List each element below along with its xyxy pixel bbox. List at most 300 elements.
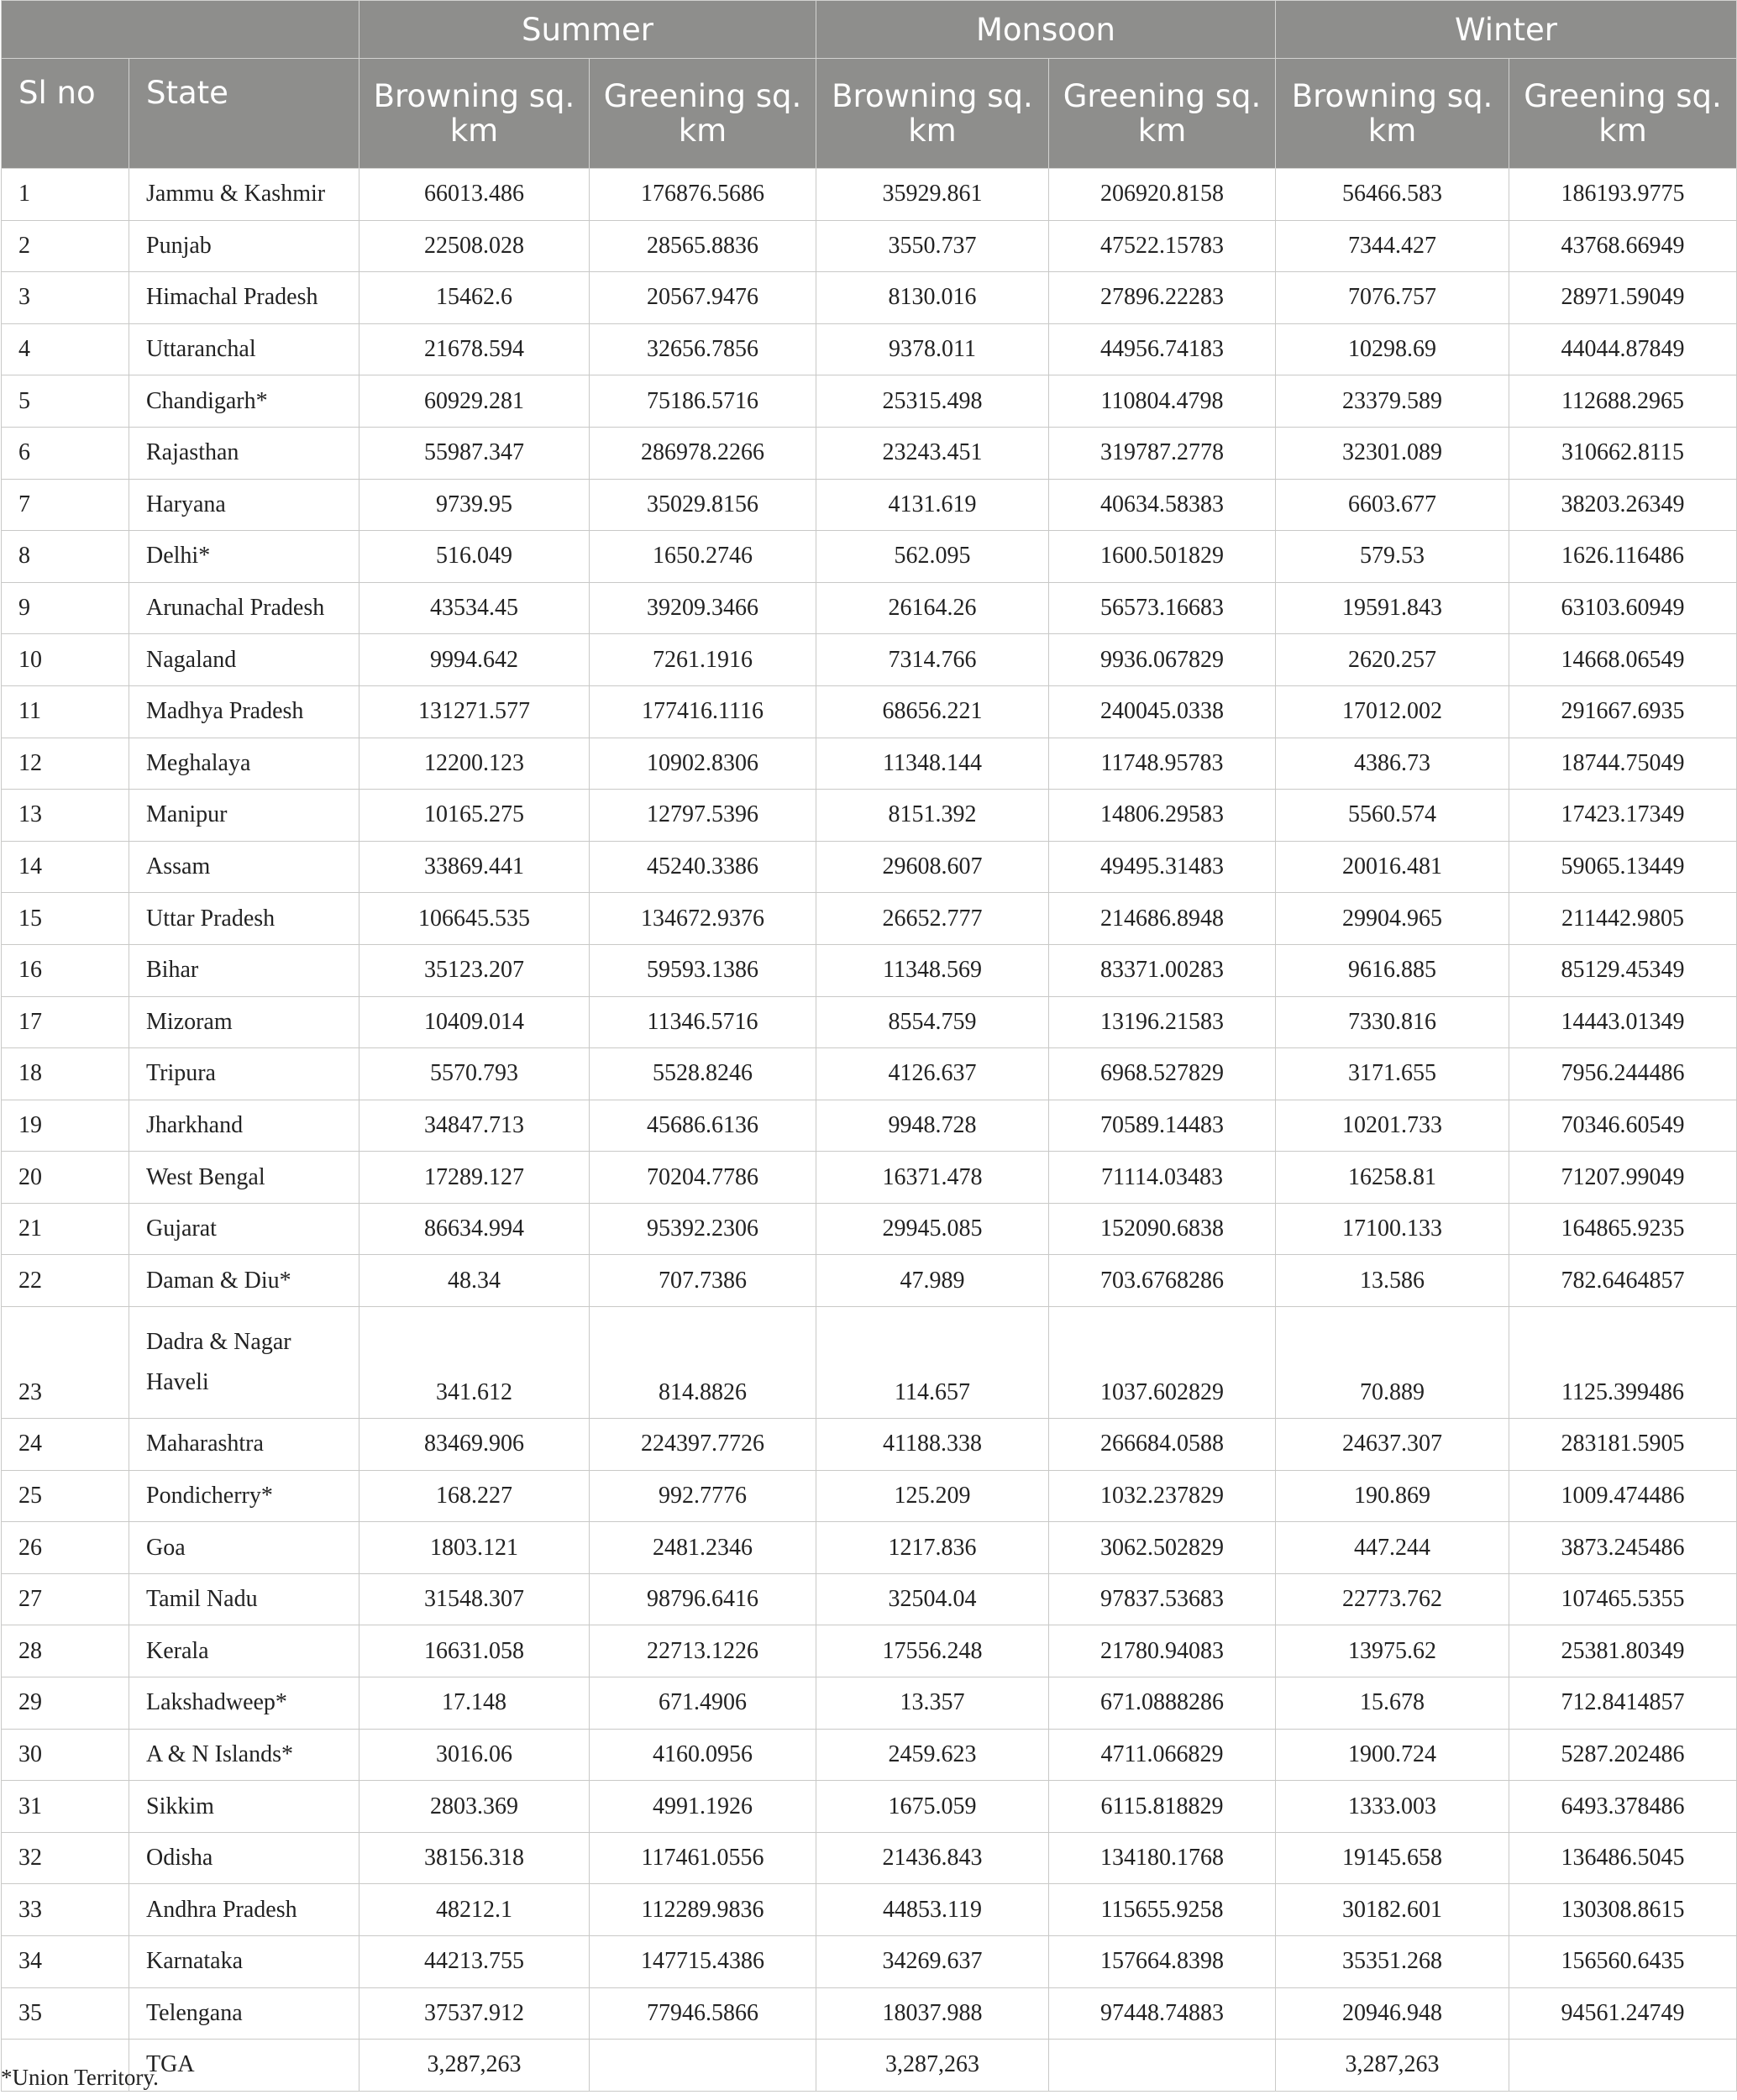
cell-winter-browning: 20946.948	[1276, 1987, 1509, 2040]
table-row	[2, 1781, 1737, 1833]
cell-sl-no: 9	[2, 582, 129, 634]
cell-monsoon-browning: 125.209	[816, 1470, 1049, 1522]
cell-winter-greening: 43768.66949	[1509, 220, 1737, 272]
cell-state: Odisha	[129, 1832, 359, 1884]
cell-sl-no: 1	[2, 169, 129, 221]
cell-sl-no: 14	[2, 841, 129, 893]
cell-summer-browning: 31548.307	[359, 1573, 590, 1625]
cell-state: Karnataka	[129, 1936, 359, 1988]
cell-winter-browning: 19591.843	[1276, 582, 1509, 634]
cell-summer-greening: 7261.1916	[590, 634, 816, 686]
cell-sl-no: 29	[2, 1677, 129, 1730]
cell-winter-browning: 7076.757	[1276, 272, 1509, 324]
cell-summer-browning: 48212.1	[359, 1884, 590, 1936]
cell-sl-no: 2	[2, 220, 129, 272]
cell-summer-greening: 112289.9836	[590, 1884, 816, 1936]
cell-winter-greening: 164865.9235	[1509, 1203, 1737, 1255]
cell-winter-browning: 447.244	[1276, 1522, 1509, 1574]
cell-state: Manipur	[129, 790, 359, 842]
cell-state: Goa	[129, 1522, 359, 1574]
cell-state: Punjab	[129, 220, 359, 272]
table-row	[2, 1100, 1737, 1152]
header-monsoon: Monsoon	[816, 1, 1276, 59]
cell-sl-no: 10	[2, 634, 129, 686]
cell-monsoon-browning: 8151.392	[816, 790, 1049, 842]
table-row	[2, 1832, 1737, 1884]
cell-winter-browning: 10201.733	[1276, 1100, 1509, 1152]
cell-summer-browning: 48.34	[359, 1255, 590, 1307]
cell-state: West Bengal	[129, 1152, 359, 1204]
header-summer-greening: Greening sq. km	[590, 59, 816, 169]
cell-sl-no: 28	[2, 1625, 129, 1677]
cell-monsoon-greening: 214686.8948	[1049, 893, 1276, 945]
cell-monsoon-greening: 157664.8398	[1049, 1936, 1276, 1988]
cell-winter-greening: 70346.60549	[1509, 1100, 1737, 1152]
header-sl-no: Sl no	[2, 59, 129, 169]
cell-winter-browning: 17100.133	[1276, 1203, 1509, 1255]
cell-winter-greening: 94561.24749	[1509, 1987, 1737, 2040]
cell-winter-greening: 7956.244486	[1509, 1048, 1737, 1100]
cell-winter-browning: 7344.427	[1276, 220, 1509, 272]
cell-summer-browning: 44213.755	[359, 1936, 590, 1988]
cell-summer-greening: 20567.9476	[590, 272, 816, 324]
cell-summer-browning: 168.227	[359, 1470, 590, 1522]
cell-monsoon-browning: 26164.26	[816, 582, 1049, 634]
cell-winter-browning: 5560.574	[1276, 790, 1509, 842]
cell-winter-browning: 35351.268	[1276, 1936, 1509, 1988]
cell-monsoon-browning: 25315.498	[816, 375, 1049, 428]
cell-summer-browning: 43534.45	[359, 582, 590, 634]
cell-monsoon-browning: 34269.637	[816, 1936, 1049, 1988]
cell-winter-greening: 283181.5905	[1509, 1419, 1737, 1471]
cell-summer-browning: 60929.281	[359, 375, 590, 428]
cell-summer-browning: 55987.347	[359, 427, 590, 479]
cell-sl-no: 13	[2, 790, 129, 842]
cell-sl-no: 6	[2, 427, 129, 479]
table-row	[2, 996, 1737, 1048]
cell-sl-no: 15	[2, 893, 129, 945]
cell-state: Assam	[129, 841, 359, 893]
table-row	[2, 1203, 1737, 1255]
cell-summer-browning: 5570.793	[359, 1048, 590, 1100]
cell-state: Himachal Pradesh	[129, 272, 359, 324]
header-state: State	[129, 59, 359, 169]
cell-state: TGA	[129, 2040, 359, 2092]
table-row	[2, 582, 1737, 634]
cell-summer-browning: 16631.058	[359, 1625, 590, 1677]
cell-monsoon-browning: 562.095	[816, 531, 1049, 583]
table-row	[2, 1677, 1737, 1730]
cell-state: Uttaranchal	[129, 323, 359, 375]
cell-monsoon-greening: 9936.067829	[1049, 634, 1276, 686]
cell-monsoon-greening: 56573.16683	[1049, 582, 1276, 634]
cell-winter-browning: 56466.583	[1276, 169, 1509, 221]
cell-winter-browning: 1333.003	[1276, 1781, 1509, 1833]
table-row	[2, 1522, 1737, 1574]
table-row	[2, 1255, 1737, 1307]
cell-monsoon-greening: 3062.502829	[1049, 1522, 1276, 1574]
cell-winter-browning: 16258.81	[1276, 1152, 1509, 1204]
cell-summer-browning: 3016.06	[359, 1729, 590, 1781]
table-row	[2, 790, 1737, 842]
cell-summer-greening: 59593.1386	[590, 944, 816, 996]
table-row	[2, 1884, 1737, 1936]
cell-monsoon-greening: 115655.9258	[1049, 1884, 1276, 1936]
cell-summer-browning: 9994.642	[359, 634, 590, 686]
cell-winter-browning: 2620.257	[1276, 634, 1509, 686]
cell-sl-no: 5	[2, 375, 129, 428]
cell-state: Madhya Pradesh	[129, 685, 359, 738]
cell-winter-browning: 9616.885	[1276, 944, 1509, 996]
table-row	[2, 1987, 1737, 2040]
cell-monsoon-browning: 11348.144	[816, 738, 1049, 790]
cell-winter-greening: 85129.45349	[1509, 944, 1737, 996]
cell-monsoon-greening: 14806.29583	[1049, 790, 1276, 842]
cell-summer-browning: 2803.369	[359, 1781, 590, 1833]
cell-state: Andhra Pradesh	[129, 1884, 359, 1936]
cell-summer-greening: 10902.8306	[590, 738, 816, 790]
table-row	[2, 1936, 1737, 1988]
cell-summer-greening: 4160.0956	[590, 1729, 816, 1781]
cell-monsoon-greening: 4711.066829	[1049, 1729, 1276, 1781]
cell-summer-greening: 134672.9376	[590, 893, 816, 945]
cell-monsoon-greening: 266684.0588	[1049, 1419, 1276, 1471]
cell-winter-browning: 13975.62	[1276, 1625, 1509, 1677]
table-row	[2, 685, 1737, 738]
cell-monsoon-browning: 68656.221	[816, 685, 1049, 738]
cell-monsoon-browning: 4131.619	[816, 479, 1049, 531]
cell-winter-browning: 20016.481	[1276, 841, 1509, 893]
cell-monsoon-greening: 40634.58383	[1049, 479, 1276, 531]
cell-winter-browning: 3,287,263	[1276, 2040, 1509, 2092]
cell-summer-browning: 17289.127	[359, 1152, 590, 1204]
cell-sl-no: 4	[2, 323, 129, 375]
cell-summer-greening: 98796.6416	[590, 1573, 816, 1625]
table-row	[2, 1152, 1737, 1204]
cell-sl-no: 25	[2, 1470, 129, 1522]
cell-winter-greening: 712.8414857	[1509, 1677, 1737, 1730]
cell-sl-no: 22	[2, 1255, 129, 1307]
cell-state: Jharkhand	[129, 1100, 359, 1152]
cell-monsoon-greening: 319787.2778	[1049, 427, 1276, 479]
cell-winter-greening: 63103.60949	[1509, 582, 1737, 634]
cell-monsoon-browning: 11348.569	[816, 944, 1049, 996]
cell-monsoon-greening: 97837.53683	[1049, 1573, 1276, 1625]
cell-monsoon-greening: 13196.21583	[1049, 996, 1276, 1048]
cell-monsoon-browning: 1217.836	[816, 1522, 1049, 1574]
cell-winter-browning: 1900.724	[1276, 1729, 1509, 1781]
cell-monsoon-greening: 703.6768286	[1049, 1255, 1276, 1307]
cell-state: Rajasthan	[129, 427, 359, 479]
cell-winter-greening: 18744.75049	[1509, 738, 1737, 790]
cell-sl-no: 7	[2, 479, 129, 531]
cell-state: Mizoram	[129, 996, 359, 1048]
cell-winter-greening: 71207.99049	[1509, 1152, 1737, 1204]
table-row	[2, 375, 1737, 428]
cell-summer-greening: 70204.7786	[590, 1152, 816, 1204]
cell-sl-no: 32	[2, 1832, 129, 1884]
cell-winter-browning: 7330.816	[1276, 996, 1509, 1048]
cell-winter-greening: 211442.9805	[1509, 893, 1737, 945]
cell-monsoon-browning: 3,287,263	[816, 2040, 1049, 2092]
cell-summer-browning: 131271.577	[359, 685, 590, 738]
cell-monsoon-greening: 27896.22283	[1049, 272, 1276, 324]
cell-winter-greening: 38203.26349	[1509, 479, 1737, 531]
table-row	[2, 1625, 1737, 1677]
cell-sl-no: 3	[2, 272, 129, 324]
cell-monsoon-browning: 29608.607	[816, 841, 1049, 893]
cell-sl-no: 27	[2, 1573, 129, 1625]
cell-winter-browning: 19145.658	[1276, 1832, 1509, 1884]
cell-winter-greening: 6493.378486	[1509, 1781, 1737, 1833]
cell-summer-greening: 77946.5866	[590, 1987, 816, 2040]
cell-state: Chandigarh*	[129, 375, 359, 428]
cell-state: Telengana	[129, 1987, 359, 2040]
header-summer-browning: Browning sq. km	[359, 59, 590, 169]
cell-state: Gujarat	[129, 1203, 359, 1255]
cell-monsoon-browning: 26652.777	[816, 893, 1049, 945]
cell-sl-no: 18	[2, 1048, 129, 1100]
table-row	[2, 634, 1737, 686]
cell-state: Tripura	[129, 1048, 359, 1100]
cell-monsoon-greening: 83371.00283	[1049, 944, 1276, 996]
cell-sl-no: 16	[2, 944, 129, 996]
cell-monsoon-greening: 6115.818829	[1049, 1781, 1276, 1833]
cell-winter-greening: 25381.80349	[1509, 1625, 1737, 1677]
cell-state: Sikkim	[129, 1781, 359, 1833]
table-row	[2, 1419, 1737, 1471]
header-winter-browning: Browning sq. km	[1276, 59, 1509, 169]
cell-summer-greening: 177416.1116	[590, 685, 816, 738]
cell-winter-greening: 156560.6435	[1509, 1936, 1737, 1988]
cell-monsoon-browning: 23243.451	[816, 427, 1049, 479]
cell-sl-no: 20	[2, 1152, 129, 1204]
cell-winter-greening: 28971.59049	[1509, 272, 1737, 324]
cell-monsoon-greening: 44956.74183	[1049, 323, 1276, 375]
header-winter: Winter	[1276, 1, 1737, 59]
cell-winter-browning: 32301.089	[1276, 427, 1509, 479]
cell-monsoon-greening: 49495.31483	[1049, 841, 1276, 893]
cell-winter-greening: 14668.06549	[1509, 634, 1737, 686]
cell-summer-browning: 10409.014	[359, 996, 590, 1048]
cell-sl-no: 31	[2, 1781, 129, 1833]
cell-summer-greening: 1650.2746	[590, 531, 816, 583]
cell-winter-browning: 70.889	[1276, 1307, 1509, 1419]
cell-winter-greening: 310662.8115	[1509, 427, 1737, 479]
header-winter-greening: Greening sq. km	[1509, 59, 1737, 169]
cell-summer-greening: 5528.8246	[590, 1048, 816, 1100]
table-row	[2, 1470, 1737, 1522]
cell-summer-greening: 32656.7856	[590, 323, 816, 375]
cell-monsoon-browning: 44853.119	[816, 1884, 1049, 1936]
cell-state: Maharashtra	[129, 1419, 359, 1471]
cell-summer-browning: 3,287,263	[359, 2040, 590, 2092]
cell-state: Bihar	[129, 944, 359, 996]
cell-summer-browning: 106645.535	[359, 893, 590, 945]
cell-monsoon-browning: 8554.759	[816, 996, 1049, 1048]
cell-monsoon-browning: 35929.861	[816, 169, 1049, 221]
header-monsoon-browning: Browning sq. km	[816, 59, 1049, 169]
table-row	[2, 272, 1737, 324]
cell-summer-browning: 516.049	[359, 531, 590, 583]
cell-summer-browning: 86634.994	[359, 1203, 590, 1255]
table-row	[2, 1729, 1737, 1781]
table-header	[2, 1, 1737, 169]
cell-summer-greening: 22713.1226	[590, 1625, 816, 1677]
cell-state: A & N Islands*	[129, 1729, 359, 1781]
cell-monsoon-greening: 1600.501829	[1049, 531, 1276, 583]
cell-summer-greening: 11346.5716	[590, 996, 816, 1048]
cell-monsoon-browning: 41188.338	[816, 1419, 1049, 1471]
cell-state: Tamil Nadu	[129, 1573, 359, 1625]
cell-state: Jammu & Kashmir	[129, 169, 359, 221]
cell-summer-greening: 2481.2346	[590, 1522, 816, 1574]
cell-summer-greening: 707.7386	[590, 1255, 816, 1307]
cell-sl-no: 8	[2, 531, 129, 583]
cell-monsoon-browning: 16371.478	[816, 1152, 1049, 1204]
cell-state: Lakshadweep*	[129, 1677, 359, 1730]
cell-summer-greening: 39209.3466	[590, 582, 816, 634]
cell-summer-greening: 75186.5716	[590, 375, 816, 428]
cell-monsoon-browning: 8130.016	[816, 272, 1049, 324]
cell-state: Nagaland	[129, 634, 359, 686]
cell-winter-greening: 1009.474486	[1509, 1470, 1737, 1522]
cell-state: Delhi*	[129, 531, 359, 583]
cell-summer-browning: 17.148	[359, 1677, 590, 1730]
cell-monsoon-browning: 32504.04	[816, 1573, 1049, 1625]
cell-monsoon-greening: 206920.8158	[1049, 169, 1276, 221]
table-row	[2, 323, 1737, 375]
cell-monsoon-greening: 1037.602829	[1049, 1307, 1276, 1419]
cell-monsoon-greening: 97448.74883	[1049, 1987, 1276, 2040]
cell-monsoon-greening: 21780.94083	[1049, 1625, 1276, 1677]
cell-monsoon-greening: 240045.0338	[1049, 685, 1276, 738]
cell-winter-browning: 4386.73	[1276, 738, 1509, 790]
cell-monsoon-browning: 9948.728	[816, 1100, 1049, 1152]
cell-winter-browning: 24637.307	[1276, 1419, 1509, 1471]
table-row	[2, 427, 1737, 479]
table-row	[2, 893, 1737, 945]
cell-monsoon-browning: 17556.248	[816, 1625, 1049, 1677]
cell-sl-no: 33	[2, 1884, 129, 1936]
cell-monsoon-browning: 29945.085	[816, 1203, 1049, 1255]
table-row	[2, 738, 1737, 790]
cell-winter-browning: 13.586	[1276, 1255, 1509, 1307]
cell-summer-greening: 95392.2306	[590, 1203, 816, 1255]
cell-winter-browning: 30182.601	[1276, 1884, 1509, 1936]
cell-summer-greening: 671.4906	[590, 1677, 816, 1730]
cell-state: Meghalaya	[129, 738, 359, 790]
cell-monsoon-greening: 6968.527829	[1049, 1048, 1276, 1100]
cell-summer-greening: 992.7776	[590, 1470, 816, 1522]
cell-state: Pondicherry*	[129, 1470, 359, 1522]
cell-monsoon-greening: 152090.6838	[1049, 1203, 1276, 1255]
table-body	[2, 169, 1737, 2092]
cell-winter-browning: 10298.69	[1276, 323, 1509, 375]
cell-winter-browning: 190.869	[1276, 1470, 1509, 1522]
cell-summer-browning: 21678.594	[359, 323, 590, 375]
cell-monsoon-browning: 114.657	[816, 1307, 1049, 1419]
cell-monsoon-browning: 21436.843	[816, 1832, 1049, 1884]
table-row	[2, 1573, 1737, 1625]
cell-summer-greening: 117461.0556	[590, 1832, 816, 1884]
cell-winter-greening	[1509, 2040, 1737, 2092]
cell-summer-greening: 4991.1926	[590, 1781, 816, 1833]
cell-winter-greening: 112688.2965	[1509, 375, 1737, 428]
cell-monsoon-greening	[1049, 2040, 1276, 2092]
cell-monsoon-browning: 1675.059	[816, 1781, 1049, 1833]
cell-summer-greening: 286978.2266	[590, 427, 816, 479]
cell-winter-greening: 5287.202486	[1509, 1729, 1737, 1781]
cell-monsoon-browning: 3550.737	[816, 220, 1049, 272]
cell-sl-no: 35	[2, 1987, 129, 2040]
cell-monsoon-browning: 4126.637	[816, 1048, 1049, 1100]
table-row	[2, 841, 1737, 893]
cell-sl-no: 19	[2, 1100, 129, 1152]
cell-summer-greening: 147715.4386	[590, 1936, 816, 1988]
footnote: *Union Territory.	[1, 2065, 159, 2090]
header-monsoon-greening: Greening sq. km	[1049, 59, 1276, 169]
cell-summer-browning: 66013.486	[359, 169, 590, 221]
cell-monsoon-greening: 71114.03483	[1049, 1152, 1276, 1204]
cell-monsoon-browning: 7314.766	[816, 634, 1049, 686]
cell-summer-greening: 28565.8836	[590, 220, 816, 272]
cell-winter-greening: 291667.6935	[1509, 685, 1737, 738]
cell-sl-no: 24	[2, 1419, 129, 1471]
cell-winter-browning: 579.53	[1276, 531, 1509, 583]
cell-winter-greening: 17423.17349	[1509, 790, 1737, 842]
cell-sl-no: 12	[2, 738, 129, 790]
cell-monsoon-greening: 671.0888286	[1049, 1677, 1276, 1730]
cell-monsoon-greening: 47522.15783	[1049, 220, 1276, 272]
cell-sl-no: 11	[2, 685, 129, 738]
table-row	[2, 531, 1737, 583]
cell-summer-browning: 83469.906	[359, 1419, 590, 1471]
cell-sl-no: 26	[2, 1522, 129, 1574]
cell-winter-browning: 23379.589	[1276, 375, 1509, 428]
cell-summer-greening: 12797.5396	[590, 790, 816, 842]
cell-winter-greening: 782.6464857	[1509, 1255, 1737, 1307]
table-row	[2, 220, 1737, 272]
cell-sl-no: 23	[2, 1307, 129, 1419]
cell-sl-no: 34	[2, 1936, 129, 1988]
cell-summer-browning: 38156.318	[359, 1832, 590, 1884]
cell-winter-greening: 1125.399486	[1509, 1307, 1737, 1419]
cell-summer-greening: 224397.7726	[590, 1419, 816, 1471]
cell-monsoon-browning: 13.357	[816, 1677, 1049, 1730]
header-summer: Summer	[359, 1, 816, 59]
cell-summer-browning: 37537.912	[359, 1987, 590, 2040]
cell-monsoon-greening: 110804.4798	[1049, 375, 1276, 428]
cell-summer-greening: 45240.3386	[590, 841, 816, 893]
table-row	[2, 479, 1737, 531]
cell-summer-browning: 15462.6	[359, 272, 590, 324]
cell-monsoon-greening: 70589.14483	[1049, 1100, 1276, 1152]
cell-state: Haryana	[129, 479, 359, 531]
table-row	[2, 2040, 1737, 2092]
cell-winter-browning: 29904.965	[1276, 893, 1509, 945]
cell-monsoon-browning: 47.989	[816, 1255, 1049, 1307]
cell-winter-greening: 59065.13449	[1509, 841, 1737, 893]
cell-monsoon-greening: 134180.1768	[1049, 1832, 1276, 1884]
cell-state: Arunachal Pradesh	[129, 582, 359, 634]
cell-monsoon-greening: 1032.237829	[1049, 1470, 1276, 1522]
cell-winter-browning: 17012.002	[1276, 685, 1509, 738]
cell-winter-browning: 6603.677	[1276, 479, 1509, 531]
cell-summer-browning: 9739.95	[359, 479, 590, 531]
cell-summer-greening: 35029.8156	[590, 479, 816, 531]
cell-monsoon-browning: 2459.623	[816, 1729, 1049, 1781]
